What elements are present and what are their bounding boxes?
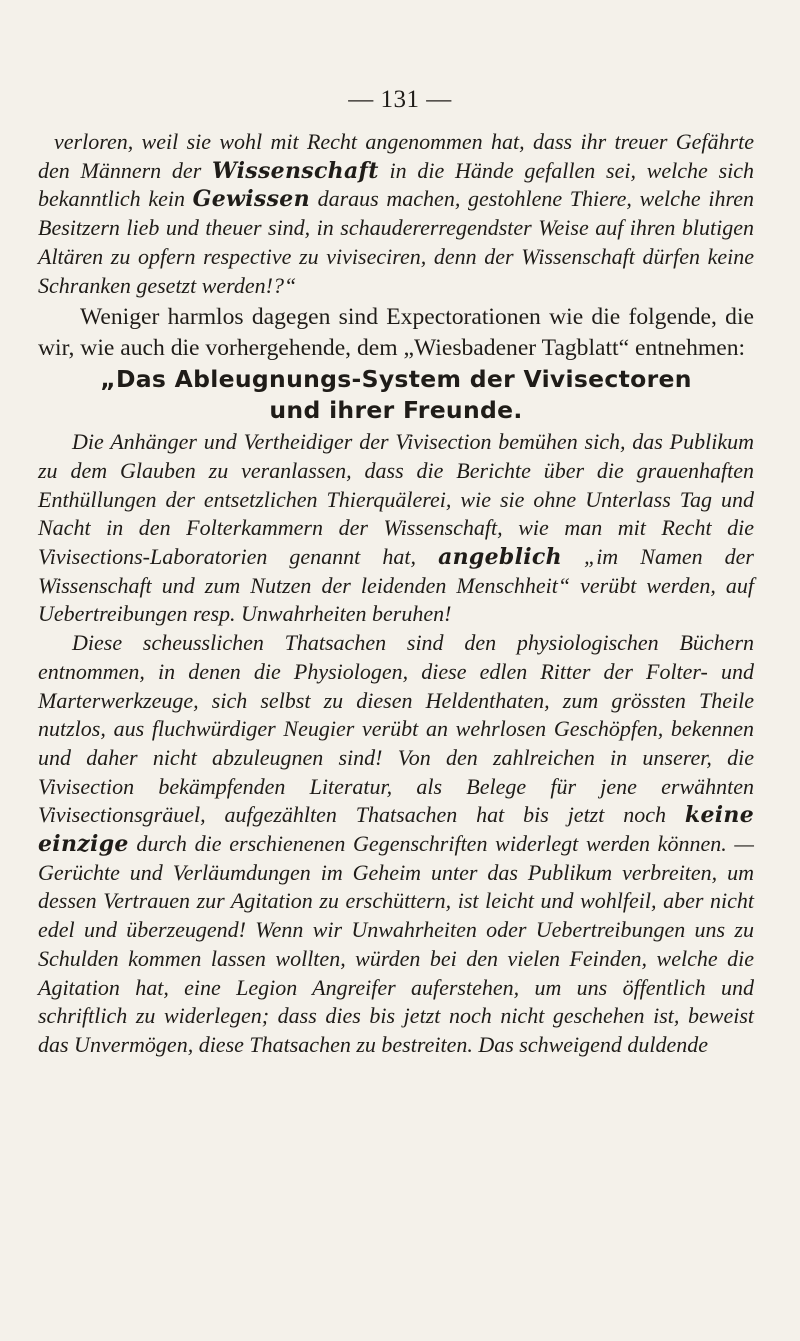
- text-run: verloren, weil sie wohl mit Recht angenommen hat, dass ihr treuer Gefährte den Männern der: [38, 129, 754, 183]
- emphasis-keine-einzige: keine einzige: [38, 802, 754, 858]
- text-run: in die Hände gefallen sei, welche sich bekanntlich kein: [38, 157, 755, 212]
- article-heading: [38, 364, 754, 426]
- emphasis-angeblich: angeblich: [438, 544, 562, 571]
- quote-continuation-paragraph: [38, 128, 754, 300]
- heading-line-1: „Das Ableugnungs-System der Vivisectoren: [100, 365, 692, 394]
- intro-paragraph: Weniger harmlos dagegen sind Expectorationen wie die folgende, die wir, wie auch die vorhergehende, dem „Wiesbadener Tagblatt“ entnehmen:: [38, 304, 754, 362]
- text-run: Diese scheusslichen Thatsachen sind den physiologischen Büchern entnommen, in denen die Physiologen, diese edlen Ritter der Folter- und Marterwerkzeuge, sich selbst zu diesen Heldenthaten, zum grössten Theile nutzlos, aus fluchwürdiger Neugier verübt an wehrlosen Geschöpfen, bekennen und daher nicht abzuleugnen sind! Von den zahlreichen in unserer, die Vivisection bekämpfenden Literatur, als Belege für jene erwähnten Vivisectionsgräuel, aufgezählten Thatsachen hat bis jetzt noch: [38, 630, 754, 828]
- text-run: Die Anhänger und Vertheidiger der Vivisection bemühen sich, das Publikum zu dem Glauben zu veranlassen, dass die Berichte über die grauenhaften Enthüllungen der entsetzlichen Thierquälerei, wie sie ohne Unterlass Tag und Nacht in den Folterkammern der Wissenschaft, wie man mit Recht die Vivisections-Laboratorien genannt hat,: [38, 429, 754, 570]
- emphasis-gewissen: Gewissen: [192, 186, 310, 213]
- text-run: durch die erschienenen Gegenschriften widerlegt werden können. — Gerüchte und Verläumdungen im Geheim unter das Publikum verbreiten, um dessen Vertrauen zur Agitation zu erschüttern, ist leicht und wohlfeil, aber nicht edel und überzeugend! Wenn wir Unwahrheiten oder Uebertreibungen uns zu Schulden kommen lassen wollten, würden bei den vielen Feinden, welche die Agitation hat, eine Legion Angreifer auferstehen, um uns öffentlich und schriftlich zu widerlegen; dass dies bis jetzt noch nicht geschehen ist, beweist das Unvermögen, diese Thatsachen zu bestreiten. Das schweigend duldende: [38, 831, 754, 1057]
- article-paragraph-2: [38, 629, 754, 1060]
- text-run: „im Namen der Wissenschaft und zum Nutzen der leidenden Menschheit“ verübt werden, auf Uebertreibungen resp. Unwahrheiten beruhen!: [38, 544, 754, 627]
- heading-line-2: und ihrer Freunde.: [269, 396, 523, 425]
- article-paragraph-1: [38, 428, 754, 629]
- emphasis-wissenschaft: Wissenschaft: [212, 157, 379, 184]
- page-body: [38, 128, 754, 1060]
- page-number: — 131 —: [348, 86, 452, 113]
- text-run: daraus machen, gestohlene Thiere, welche ihren Besitzern lieb und theuer sind, in schaudererregendster Weise auf ihren blutigen Altären zu opfern respective zu viviseciren, denn der Wissenschaft dürfen keine Schranken gesetzt werden!?“: [38, 186, 754, 298]
